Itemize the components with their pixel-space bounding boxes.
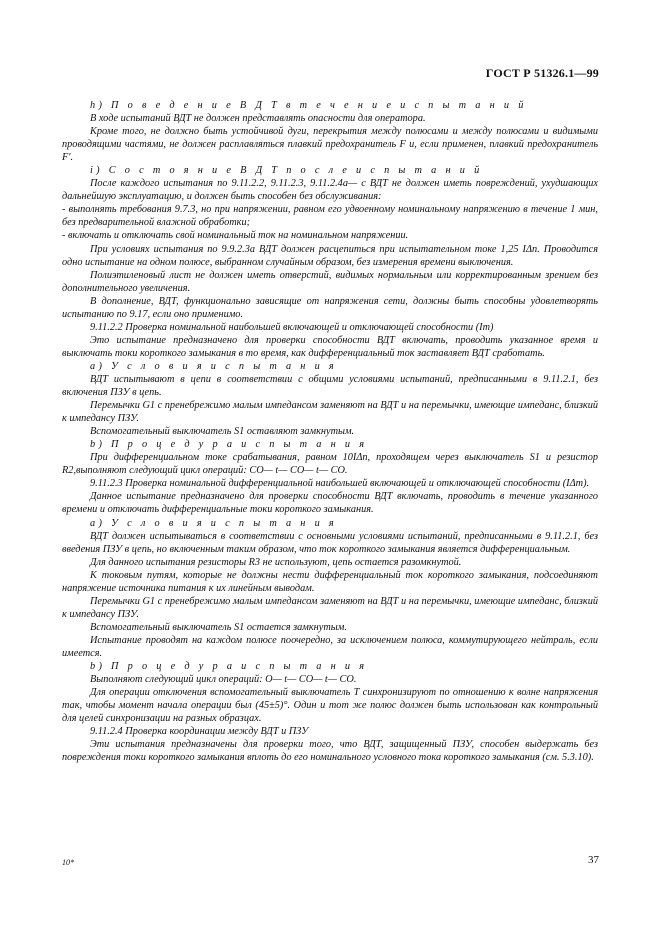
- paragraph: К токовым путям, которые не должны нести дифференциальный ток короткого замыкания, подсоединяют напряжение источника питания к их линейным выводам.: [62, 569, 598, 594]
- paragraph: При дифференциальном токе срабатывания, равном 10IΔn, проходящем через выключатель S1 и резистор R2,выполняют следующий цикл операций: CO— t— CO— t— CO.: [62, 452, 598, 477]
- paragraph: Перемычки G1 с пренебрежимо малым импедансом заменяют на ВДТ и на перемычки, имеющие импеданс, близкий к импедансу ПЗУ.: [62, 400, 598, 425]
- section-heading-i: i) С о с т о я н и е В Д Т п о с л е и с п ы т а н и й: [90, 165, 483, 177]
- clause-heading: 9.11.2.2 Проверка номинальной наибольшей включающей и отключающей способности (Im): [90, 321, 494, 333]
- paragraph: Перемычки G1 с пренебрежимо малым импедансом заменяют на ВДТ и на перемычки, имеющие импеданс, близкий к импедансу ПЗУ.: [62, 595, 598, 620]
- paragraph: Эти испытания предназначены для проверки того, что ВДТ, защищенный ПЗУ, способен выдержать без повреждения токи короткого замыкания вплоть до его номинального условного тока короткого замыкания (см. 5.3.10).: [62, 739, 598, 764]
- paragraph: При условиях испытания по 9.9.2.3а ВДТ должен расцепиться при испытательном токе 1,25 IΔn. Проводится одно испытание на одном полюсе, выбранном случайным образом, без измерения времени выключения.: [62, 243, 598, 268]
- paragraph: Испытание проводят на каждом полюсе поочередно, за исключением полюса, коммутирующего нейтраль, если имеется.: [62, 634, 598, 659]
- subheading: а) У с л о в и я и с п ы т а н и я: [90, 517, 337, 529]
- paragraph: В ходе испытаний ВДТ не должен представлять опасности для оператора.: [90, 113, 426, 125]
- paragraph: Вспомогательный выключатель S1 остается замкнутым.: [90, 621, 347, 633]
- page-body: [62, 99, 598, 764]
- paragraph: После каждого испытания по 9.11.2.2, 9.11.2.3, 9.11.2.4а— с ВДТ не должен иметь повреждений, ухудшающих дальнейшую эксплуатацию, и должен быть способен без обслуживания:: [62, 178, 598, 203]
- subheading: b) П р о ц е д у р а и с п ы т а н и я: [90, 439, 368, 451]
- page-number: 37: [588, 854, 599, 866]
- clause-heading: 9.11.2.4 Проверка координации между ВДТ и ПЗУ: [90, 726, 309, 738]
- paragraph: Вспомогательный выключатель S1 оставляют замкнутым.: [90, 426, 355, 438]
- subheading: а) У с л о в и я и с п ы т а н и я: [90, 360, 337, 372]
- footer-mark: 10*: [62, 858, 74, 867]
- list-item: - включать и отключать свой номинальный ток на номинальном напряжении.: [62, 230, 409, 242]
- paragraph: ВДТ испытывают в цепи в соответствии с общими условиями испытаний, предписанными в 9.11.2.1, без включения ПЗУ в цепь.: [62, 373, 598, 399]
- paragraph: Полиэтиленовый лист не должен иметь отверстий, видимых нормальным или корректированным зрением без дополнительного увеличения.: [62, 269, 598, 294]
- subheading: b) П р о ц е д у р а и с п ы т а н и я: [90, 661, 368, 673]
- section-heading-h: h) П о в е д е н и е В Д Т в т е ч е н и е и с п ы т а н и й: [90, 100, 527, 111]
- paragraph: Это испытание предназначено для проверки способности ВДТ включать, проводить указанное время и выключать токи короткого замыкания в то время, как дифференциальный ток заставляет ВДТ сработать.: [62, 334, 598, 359]
- paragraph: Выполняют следующий цикл операций: O— t— CO— t— CO.: [90, 674, 357, 686]
- paragraph: В дополнение, ВДТ, функционально зависящие от напряжения сети, должны быть способны удовлетворять испытанию по 9.17, если оно применимо.: [62, 295, 598, 320]
- list-item: - выполнять требования 9.7.3, но при напряжении, равном его удвоенному номинальному напряжению в течение 1 мин, без предварительной влажной обработки;: [62, 204, 598, 229]
- paragraph: Данное испытание предназначено для проверки способности ВДТ включать, проводить в течение указанного времени и отключать дифференциальные токи короткого замыкания.: [62, 491, 598, 516]
- paragraph: Для данного испытания резисторы R3 не используют, цепь остается разомкнутой.: [90, 556, 462, 568]
- document-code: ГОСТ Р 51326.1—99: [485, 66, 599, 80]
- paragraph: Для операции отключения вспомогательный выключатель Т синхронизируют по отношению к волне напряжения так, чтобы момент начала операции был (45±5)°. Один и тот же полюс должен быть использован как контрольный для целей синхронизации на разных образцах.: [62, 687, 598, 725]
- paragraph: Кроме того, не должно быть устойчивой дуги, перекрытия между полюсами и между полюсами и видимыми проводящими частями, не должен расплавляться плавкий предохранитель F и, если применен, плавкий предохранитель F'.: [62, 126, 598, 164]
- paragraph: ВДТ должен испытываться в соответствии с основными условиями испытаний, предписанными в 9.11.2.1, без введения ПЗУ в цепь, но включенным таким образом, что ток короткого замыкания является дифференциальным.: [62, 530, 598, 555]
- clause-heading: 9.11.2.3 Проверка номинальной дифференциальной наибольшей включающей и отключающей способности (IΔm).: [90, 478, 590, 490]
